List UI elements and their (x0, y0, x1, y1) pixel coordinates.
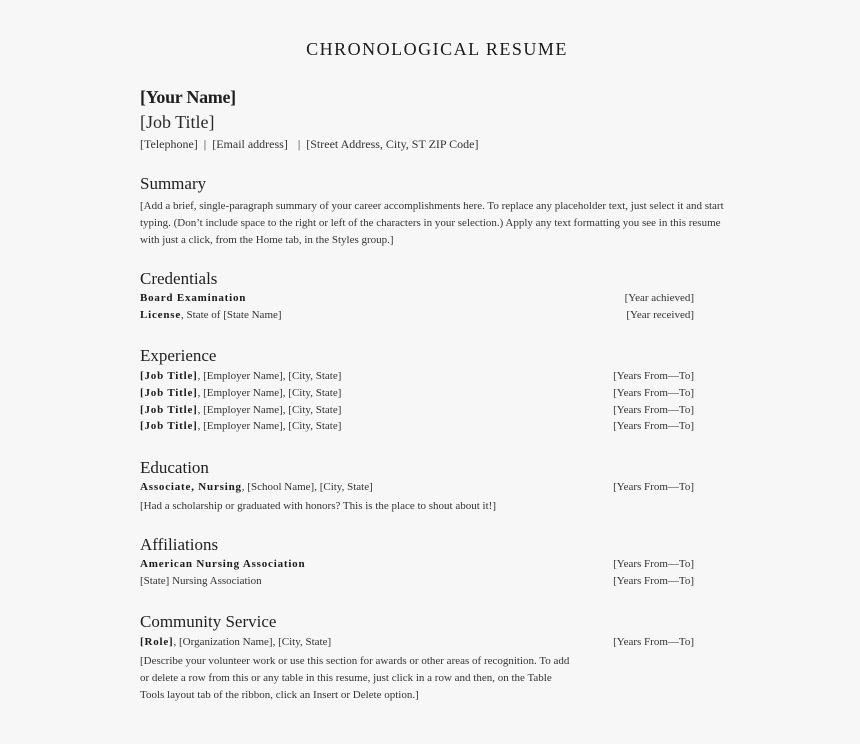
experience-heading: Experience (140, 346, 217, 365)
community-role: [Role] (140, 636, 174, 648)
education-note: [Had a scholarship or graduated with honors? This is the place to shout about it!] (140, 500, 496, 512)
experience-row (140, 420, 694, 437)
community-organization: , [Organization Name], [City, State] (173, 636, 332, 648)
community-description (140, 653, 569, 704)
experience-dates: [Years From—To] (613, 404, 694, 416)
affiliation-name: American Nursing Association (140, 558, 306, 570)
community-line: or delete a row from this or any table in this resume, just click in a row and then, on the Table (140, 672, 552, 684)
telephone: [Telephone] (140, 137, 198, 151)
community-line: [Describe your volunteer work or use this section for awards or other areas of recognition. To add (140, 655, 570, 667)
credential-row (140, 309, 694, 326)
community-line: Tools layout tab of the ribbon, click an Insert or Delete option.] (140, 689, 419, 701)
your-name: [Your Name] (140, 87, 236, 107)
job-title: [Job Title] (140, 112, 215, 132)
affiliations-heading: Affiliations (140, 535, 219, 554)
credential-date: [Year received] (626, 309, 694, 321)
experience-row (140, 387, 694, 404)
experience-job-title: [Job Title] (140, 404, 198, 416)
email: [Email address] (212, 137, 288, 151)
summary-text (140, 198, 724, 249)
affiliation-dates: [Years From—To] (613, 558, 694, 570)
experience-job-title: [Job Title] (140, 420, 198, 432)
summary-line: [Add a brief, single-paragraph summary of your career accomplishments here. To replace any placeholder text, just select it and start (140, 200, 724, 212)
credential-detail: , State of [State Name] (181, 309, 282, 321)
affiliation-dates: [Years From—To] (613, 575, 694, 587)
community-dates: [Years From—To] (613, 636, 694, 648)
experience-employer: , [Employer Name], [City, State] (197, 370, 342, 382)
community-row (140, 636, 694, 653)
separator: | (203, 137, 207, 151)
affiliation-detail: [State] Nursing Association (140, 575, 262, 587)
community-heading: Community Service (140, 612, 277, 631)
separator: | (297, 137, 301, 151)
credential-name: License (140, 309, 182, 321)
experience-dates: [Years From—To] (613, 387, 694, 399)
address: [Street Address, City, ST ZIP Code] (306, 137, 479, 151)
summary-line: typing. (Don’t include space to the right or left of the characters in your selection.) Apply any text formatting you see in this resume (140, 217, 721, 229)
summary-heading: Summary (140, 174, 207, 193)
credential-row (140, 292, 694, 309)
credential-name: Board Examination (140, 292, 247, 304)
credential-date: [Year achieved] (624, 292, 694, 304)
education-row (140, 481, 694, 498)
education-degree: Associate, Nursing (140, 481, 242, 493)
affiliation-row (140, 575, 694, 592)
education-heading: Education (140, 458, 209, 477)
experience-dates: [Years From—To] (613, 420, 694, 432)
credentials-heading: Credentials (140, 269, 218, 288)
experience-employer: , [Employer Name], [City, State] (197, 420, 342, 432)
experience-employer: , [Employer Name], [City, State] (197, 404, 342, 416)
experience-row (140, 404, 694, 421)
education-school: , [School Name], [City, State] (241, 481, 373, 493)
experience-row (140, 370, 694, 387)
affiliation-row (140, 558, 694, 575)
education-dates: [Years From—To] (613, 481, 694, 493)
experience-job-title: [Job Title] (140, 370, 198, 382)
experience-dates: [Years From—To] (613, 370, 694, 382)
summary-line: with just a click, from the Home tab, in the Styles group.] (140, 234, 394, 246)
experience-job-title: [Job Title] (140, 387, 198, 399)
document-title: CHRONOLOGICAL RESUME (306, 39, 568, 59)
experience-employer: , [Employer Name], [City, State] (197, 387, 342, 399)
contact-line (140, 137, 478, 152)
